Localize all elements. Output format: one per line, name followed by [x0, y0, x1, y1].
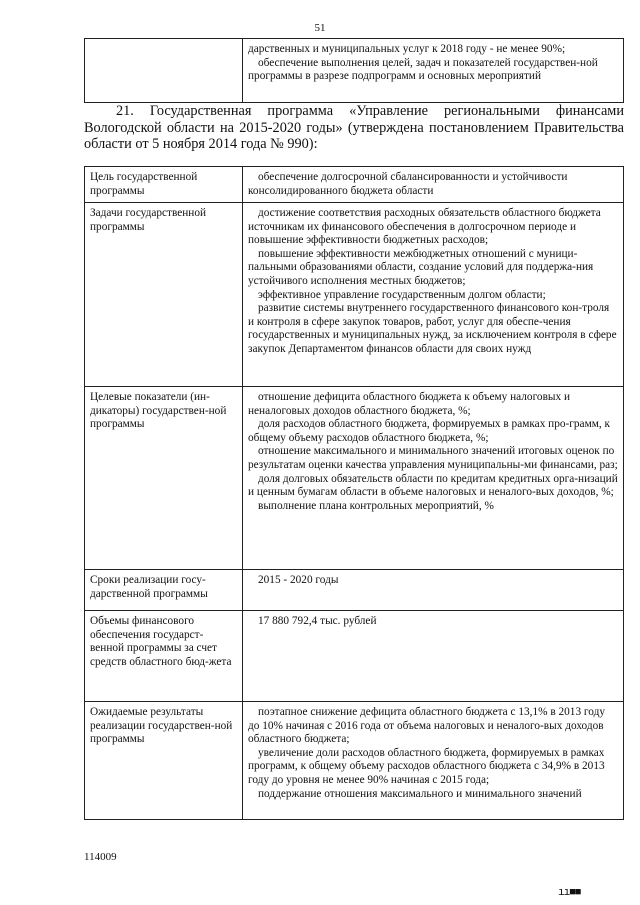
value-cell: [243, 387, 624, 570]
paragraph: достижение соответствия расходных обязательств областного бюджета источникам их финансового обеспечения в долгосрочном периоде и повышение эффективности бюджетных расходов;: [248, 207, 601, 247]
paragraph: поэтапное снижение дефицита областного бюджета с 13,1% в 2013 году до 10% начиная с 2016 года от объема налоговых и неналого-вых доходов областного бюджета;: [248, 706, 605, 746]
row-label: Задачи государственной программы: [85, 203, 243, 387]
value-cell: [243, 702, 624, 820]
paragraph: доля расходов областного бюджета, формируемых в рамках про-грамм, к общему объему расходов областного бюджета, %;: [248, 418, 611, 444]
table-row: [85, 387, 624, 570]
paragraph: доля долговых обязательств области по кредитам кредитных орга-низаций и ценным бумагам области в объеме налоговых и неналого-вых доходов, %;: [248, 472, 618, 499]
page-number: 51: [314, 22, 326, 34]
value-cell: [243, 611, 624, 702]
continued-table: [84, 38, 624, 103]
paragraph: 17 880 792,4 тыс. рублей: [258, 615, 377, 627]
paragraph: эффективное управление государственным долгом области;: [258, 288, 546, 301]
table-row: [85, 39, 624, 103]
paragraph: отношение дефицита областного бюджета к объему налоговых и неналоговых доходов областного бюджета, %;: [248, 391, 571, 417]
paragraph: 2015 - 2020 годы: [258, 574, 339, 586]
paragraph: обеспечение долгосрочной сбалансированности и устойчивости консолидированного бюджета области: [248, 171, 568, 197]
program-passport-table: [84, 166, 624, 820]
row-label: Объемы финансового обеспечения государст-венной программы за счет средств областного бюд-жета: [85, 611, 243, 702]
section-heading: [84, 103, 624, 153]
value-cell: [243, 203, 624, 387]
paragraph: дарственных и муниципальных услуг к 2018 году - не менее 90%;: [248, 43, 566, 55]
paragraph: отношение максимального и минимального значений итоговых оценок по результатам оценки качества управления муниципальны-ми финансами, раз;: [248, 445, 618, 471]
value-cell: [243, 39, 624, 103]
heading-text: 21. Государственная программа «Управление региональными финансами Вологодской области на 2015-2020 годы» (утверждена постановлением Правительства области от 5 ноября 2014 года № 990):: [84, 103, 624, 152]
paragraph: поддержание отношения максимального и минимального значений: [258, 787, 582, 800]
table-row: [85, 702, 624, 820]
value-cell: [243, 570, 624, 611]
paragraph: развитие системы внутреннего государственного финансового кон-троля и контроля в сфере закупок товаров, работ, услуг для обеспе-чения государственных и муниципальных нужд, за исключением контроля в сфере закупок Департаментом финансов области для своих нужд: [248, 302, 617, 355]
empty-label-cell: [85, 39, 243, 103]
row-label: Сроки реализации госу-дарственной программы: [85, 570, 243, 611]
document-code: 114009: [84, 851, 117, 863]
paragraph: увеличение доли расходов областного бюджета, формируемых в рамках программ, к общему объему расходов областного бюджета с 34,9% в 2013 году до уровня не менее 90% начиная с 2015 года;: [248, 746, 605, 786]
table-row: [85, 203, 624, 387]
paragraph: повышение эффективности межбюджетных отношений с муници-пальными образованиями области, создание условий для поддержа-ния устойчивого исполнения местных бюджетов;: [248, 247, 594, 287]
row-label: Целевые показатели (ин-дикаторы) государствен-ной программы: [85, 387, 243, 570]
table-row: [85, 570, 624, 611]
value-cell: [243, 167, 624, 203]
table-row: [85, 167, 624, 203]
row-label: Цель государственной программы: [85, 167, 243, 203]
row-label: Ожидаемые результаты реализации государствен-ной программы: [85, 702, 243, 820]
paragraph: выполнение плана контрольных мероприятий, %: [258, 499, 494, 512]
corner-mark: ıı■■: [558, 887, 581, 899]
paragraph: обеспечение выполнения целей, задач и показателей государствен-ной программы в разрезе подпрограмм и основных мероприятий: [248, 56, 598, 83]
table-row: [85, 611, 624, 702]
